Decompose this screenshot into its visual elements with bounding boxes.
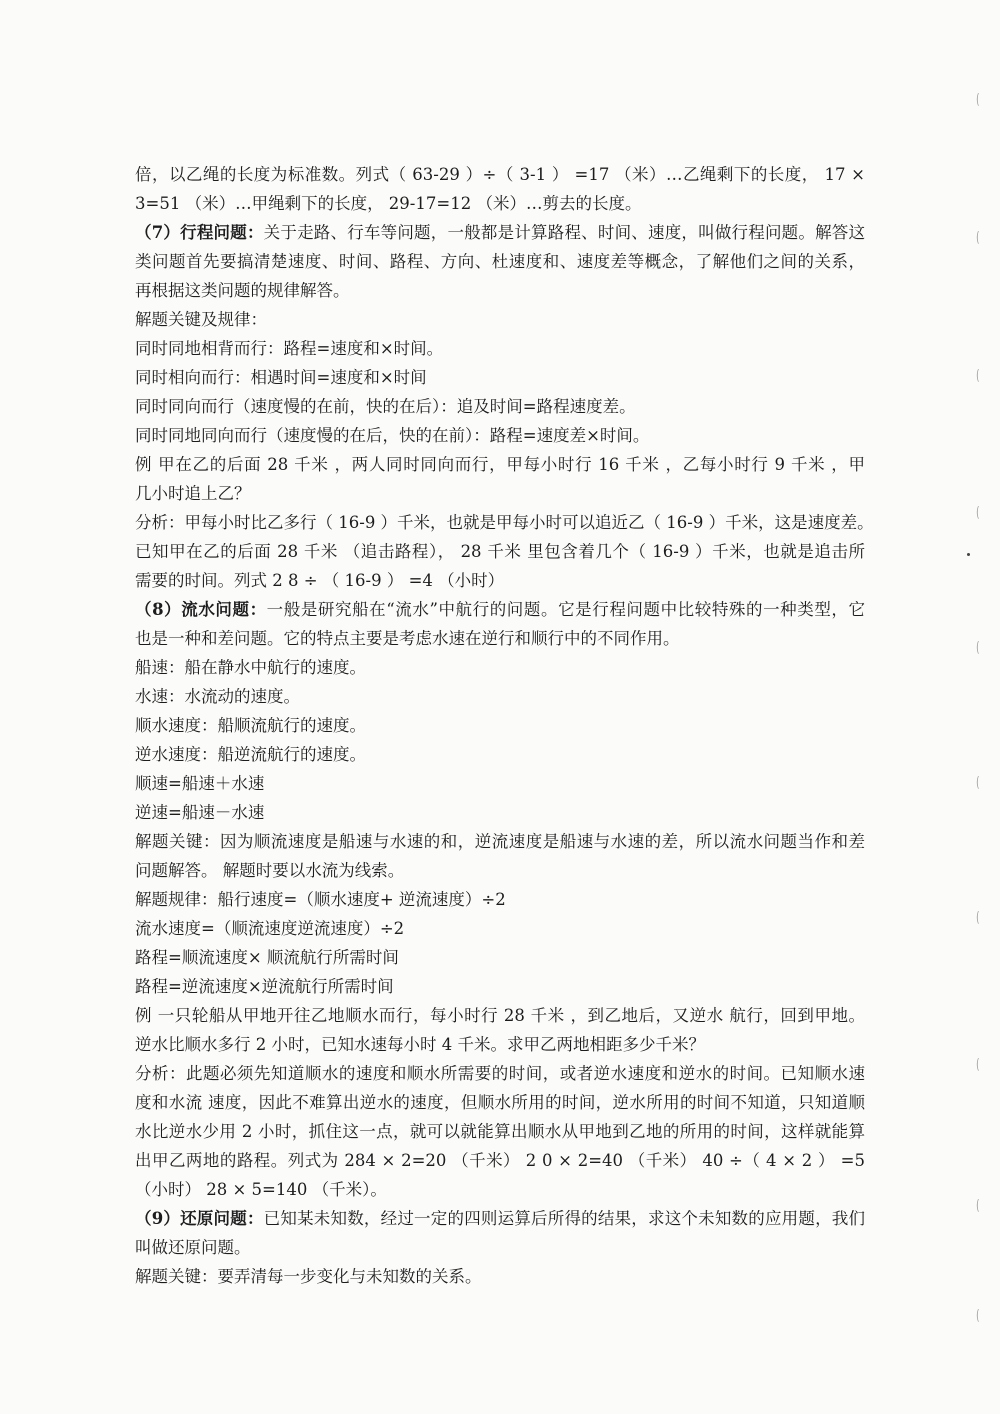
section-text: 一般是研究船在“流水”中航行的问题。它是行程问题中比较特殊的一种类型，它	[266, 600, 866, 619]
section-heading-line	[135, 218, 865, 247]
text-line: 顺水速度：船顺流航行的速度。	[135, 716, 366, 735]
hole-mark: (	[975, 640, 979, 656]
hole-mark: (	[975, 92, 979, 108]
text-line: 顺速=船速＋水速	[135, 774, 265, 793]
text-line: 路程=逆流速度×逆流航行所需时间	[135, 977, 394, 996]
text-line: 类问题首先要搞清楚速度、时间、路程、方向、杜速度和、速度差等概念，了解他们之间的关系，	[135, 252, 865, 271]
scan-speck	[967, 553, 970, 556]
text-line: 路程=顺流速度× 顺流航行所需时间	[135, 948, 399, 967]
text-line: 叫做还原问题。	[135, 1238, 251, 1257]
section-heading: （7）行程问题：	[135, 223, 264, 242]
document-body	[135, 160, 875, 1291]
text-line: 倍，以乙绳的长度为标准数。列式（ 63-29 ）÷（ 3-1 ） =17 （米）…乙绳剩下的长度， 17 ×	[135, 165, 865, 184]
hole-mark: (	[975, 368, 979, 384]
text-line: 同时同地相背而行：路程=速度和×时间。	[135, 339, 444, 358]
text-line: 流水速度=（顺流速度逆流速度）÷2	[135, 919, 405, 938]
text-line: 解题关键：因为顺流速度是船速与水速的和，逆流速度是船速与水速的差，所以流水问题当作和差	[135, 832, 865, 851]
text-line: 同时同向而行（速度慢的在前，快的在后）：追及时间=路程速度差。	[135, 397, 636, 416]
text-line: 已知甲在乙的后面 28 千米 （追击路程）， 28 千米 里包含着几个（ 16-9 ）千米，也就是追击所	[135, 542, 865, 561]
text-line: 同时相向而行：相遇时间=速度和×时间	[135, 368, 427, 387]
text-line: 几小时追上乙？	[135, 484, 251, 503]
hole-mark: (	[975, 1198, 979, 1214]
text-line: 需要的时间。列式 2 8 ÷ （ 16-9 ） =4 （小时）	[135, 571, 505, 590]
text-line: 也是一种和差问题。它的特点主要是考虑水速在逆行和顺行中的不同作用。	[135, 629, 680, 648]
text-line: 同时同地同向而行（速度慢的在后，快的在前）：路程=速度差×时间。	[135, 426, 650, 445]
hole-mark: (	[975, 1057, 979, 1073]
text-line: 船速：船在静水中航行的速度。	[135, 658, 366, 677]
section-text: 已知某未知数，经过一定的四则运算后所得的结果，求这个未知数的应用题，我们	[263, 1209, 866, 1228]
hole-mark: (	[975, 505, 979, 521]
text-line: 逆水速度：船逆流航行的速度。	[135, 745, 366, 764]
text-line: 水速：水流动的速度。	[135, 687, 300, 706]
text-line: 问题解答。 解题时要以水流为线索。	[135, 861, 405, 880]
hole-mark: (	[975, 775, 979, 791]
section-text: 关于走路、行车等问题，一般都是计算路程、时间、速度，叫做行程问题。解答这	[263, 223, 866, 242]
section-heading: （9）还原问题：	[135, 1209, 264, 1228]
text-line: 逆水比顺水多行 2 小时，已知水速每小时 4 千米。求甲乙两地相距多少千米？	[135, 1035, 705, 1054]
hole-mark: (	[975, 230, 979, 246]
hole-mark: (	[975, 910, 979, 926]
text-line: 解题关键：要弄清每一步变化与未知数的关系。	[135, 1267, 482, 1286]
hole-mark: (	[975, 1308, 979, 1324]
text-line: 例 一只轮船从甲地开往乙地顺水而行，每小时行 28 千米 ，到乙地后，又逆水 航行，回到甲地。	[135, 1006, 865, 1025]
text-line: 解题规律：船行速度=（顺水速度+ 逆流速度）÷2	[135, 890, 506, 909]
text-line: 水比逆水少用 2 小时，抓住这一点，就可以就能算出顺水从甲地到乙地的所用的时间，这样就能算	[135, 1122, 865, 1141]
binding-hole-marks	[968, 0, 980, 1414]
text-line: 解题关键及规律：	[135, 310, 267, 329]
text-line: 3=51 （米）…甲绳剩下的长度， 29-17=12 （米）…剪去的长度。	[135, 194, 642, 213]
text-line: 例 甲在乙的后面 28 千米 ，两人同时同向而行，甲每小时行 16 千米 ，乙每小时行 9 千米 ，甲	[135, 455, 865, 474]
text-line: 分析：甲每小时比乙多行（ 16-9 ）千米，也就是甲每小时可以追近乙（ 16-9 ）千米，这是速度差。	[135, 513, 874, 532]
section-heading-line	[135, 1204, 865, 1233]
text-line: 分析：此题必须先知道顺水的速度和顺水所需要的时间，或者逆水速度和逆水的时间。已知顺水速	[135, 1064, 865, 1083]
text-line: （小时） 28 × 5=140 （千米）。	[135, 1180, 387, 1199]
section-heading: （8）流水问题：	[135, 600, 267, 619]
text-line: 出甲乙两地的路程。列式为 284 × 2=20 （千米） 2 0 × 2=40 （千米） 40 ÷（ 4 × 2 ） =5	[135, 1151, 865, 1170]
section-heading-line	[135, 595, 865, 624]
text-line: 再根据这类问题的规律解答。	[135, 281, 350, 300]
text-line: 度和水流 速度，因此不难算出逆水的速度，但顺水所用的时间，逆水所用的时间不知道，只知道顺	[135, 1093, 865, 1112]
text-line: 逆速=船速－水速	[135, 803, 265, 822]
